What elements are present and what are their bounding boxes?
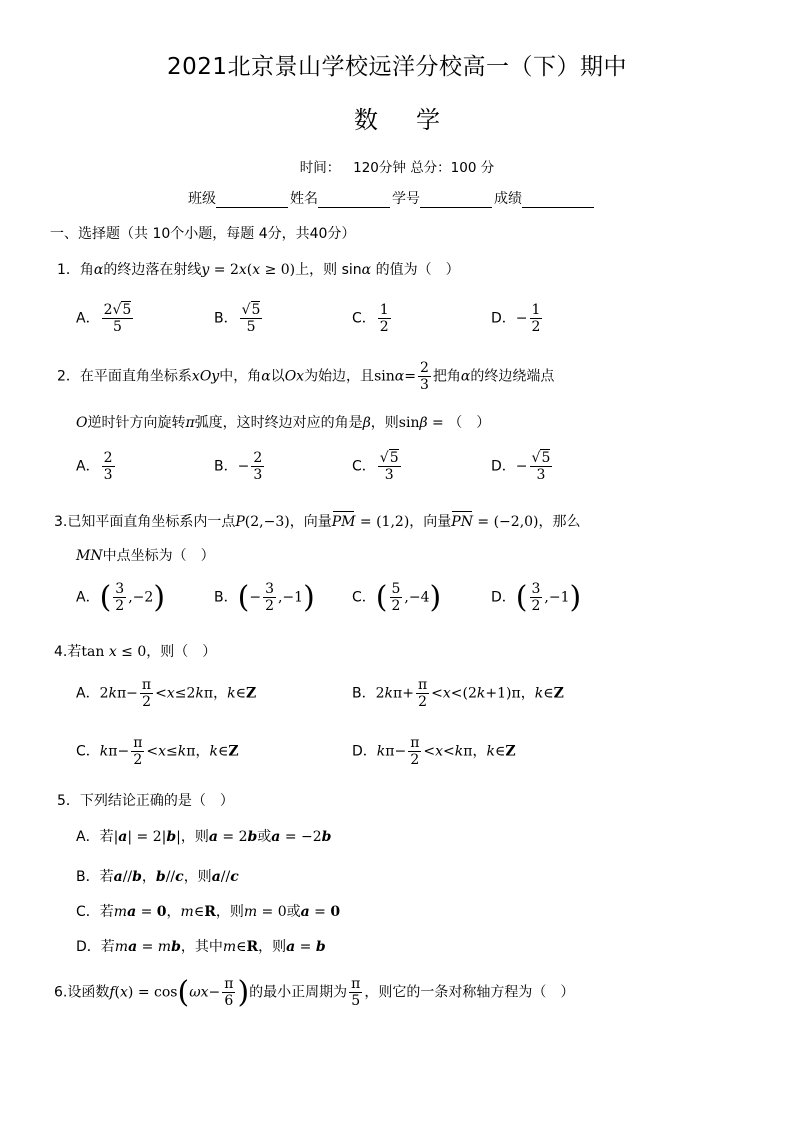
name-field-label: 姓名 — [290, 191, 318, 207]
time-label: 时间： — [299, 160, 341, 176]
q2-option-b[interactable]: B．− $\frac{2}{3}$ — [214, 450, 263, 484]
q2-option-a[interactable]: A． $\frac{2}{3}$ — [76, 450, 113, 484]
q4-option-d[interactable]: D．kπ− $\frac{\pi}{2}$ <x<kπ，k∈Z — [352, 735, 516, 769]
exam-meta — [0, 156, 794, 176]
q3-option-b[interactable]: B．(− $\frac{3}{2}$ ,−1) — [214, 580, 315, 615]
page-title: 2021北京景山学校远洋分校高一（下）期中 — [166, 54, 628, 80]
question-1: 1．角α的终边落在射线y = 2x(x ≥ 0)上，则 sinα 的值为（ ） — [57, 262, 460, 278]
q5-option-c[interactable]: C．若ma = 0，m∈R，则m = 0或a = 0 — [76, 904, 341, 920]
score-field-blank[interactable] — [522, 193, 594, 208]
subject-title: 数学 — [354, 106, 478, 134]
q2-option-c[interactable]: C． $\frac{√5}{3}$ — [352, 450, 399, 484]
q3-option-d[interactable]: D．( $\frac{3}{2}$ ,−1) — [491, 580, 582, 615]
q3-option-c[interactable]: C．( $\frac{5}{2}$ ,−4) — [352, 580, 442, 615]
q1-option-b[interactable]: B． $\frac{√5}{5}$ — [214, 302, 261, 336]
q4-option-b[interactable]: B．2kπ+ $\frac{\pi}{2}$ <x<(2k+1)π，k∈Z — [352, 677, 564, 711]
question-5: 5．下列结论正确的是（ ） — [57, 793, 234, 809]
name-field-blank[interactable] — [318, 193, 390, 208]
id-field-blank[interactable] — [420, 193, 492, 208]
section-heading: 一、选择题（共 10个小题，每题 4分，共40分） — [50, 226, 356, 242]
question-3: 3.已知平面直角坐标系内一点P(2,−3)，向量PM = (1,2)，向量PN = (−2,0)，那么 — [54, 514, 581, 530]
q1-option-d[interactable]: D．− $\frac{1}{2}$ — [491, 302, 541, 336]
q4-option-c[interactable]: C．kπ− $\frac{\pi}{2}$ <x≤kπ，k∈Z — [76, 735, 239, 769]
q1-option-c[interactable]: C． $\frac{1}{2}$ — [352, 302, 389, 336]
question-4: 4.若tan x ≤ 0，则（ ） — [54, 644, 217, 660]
q5-option-b[interactable]: B．若a//b，b//c，则a//c — [76, 869, 239, 885]
student-info-fields — [188, 188, 596, 208]
question-2: 2．在平面直角坐标系xOy中，角α以Ox为始边，且sinα= $\frac{2}{3}$ 把角α的终边绕端点 — [57, 360, 555, 394]
q5-option-d[interactable]: D．若ma = mb，其中m∈R，则a = b — [76, 939, 326, 955]
score-label: 总分：100 分 — [410, 160, 495, 176]
question-2-line-2: O逆时针方向旋转π弧度，这时终边对应的角是β，则sinβ = （ ） — [76, 415, 491, 431]
q5-option-a[interactable]: A．若|a| = 2|b|，则a = 2b或a = −2b — [76, 829, 332, 845]
id-field-label: 学号 — [392, 191, 420, 207]
class-field-label: 班级 — [188, 191, 216, 207]
q1-option-a[interactable]: A． $\frac{2√5}{5}$ — [76, 302, 132, 336]
question-3-line-2: MN中点坐标为（ ） — [76, 548, 215, 564]
time-value: 120分钟 — [353, 160, 406, 176]
q4-option-a[interactable]: A．2kπ− $\frac{\pi}{2}$ <x≤2kπ，k∈Z — [76, 677, 257, 711]
class-field-blank[interactable] — [216, 193, 288, 208]
q3-option-a[interactable]: A．( $\frac{3}{2}$ ,−2) — [76, 580, 166, 615]
q2-option-d[interactable]: D．− $\frac{√5}{3}$ — [491, 450, 551, 484]
score-field-label: 成绩 — [494, 191, 522, 207]
question-6: 6.设函数f(x) = cos(ωx− $\frac{\pi}{6}$ )的最小正周期为 $\frac{\pi}{5}$ ，则它的一条对称轴方程为（ ） — [54, 975, 575, 1010]
